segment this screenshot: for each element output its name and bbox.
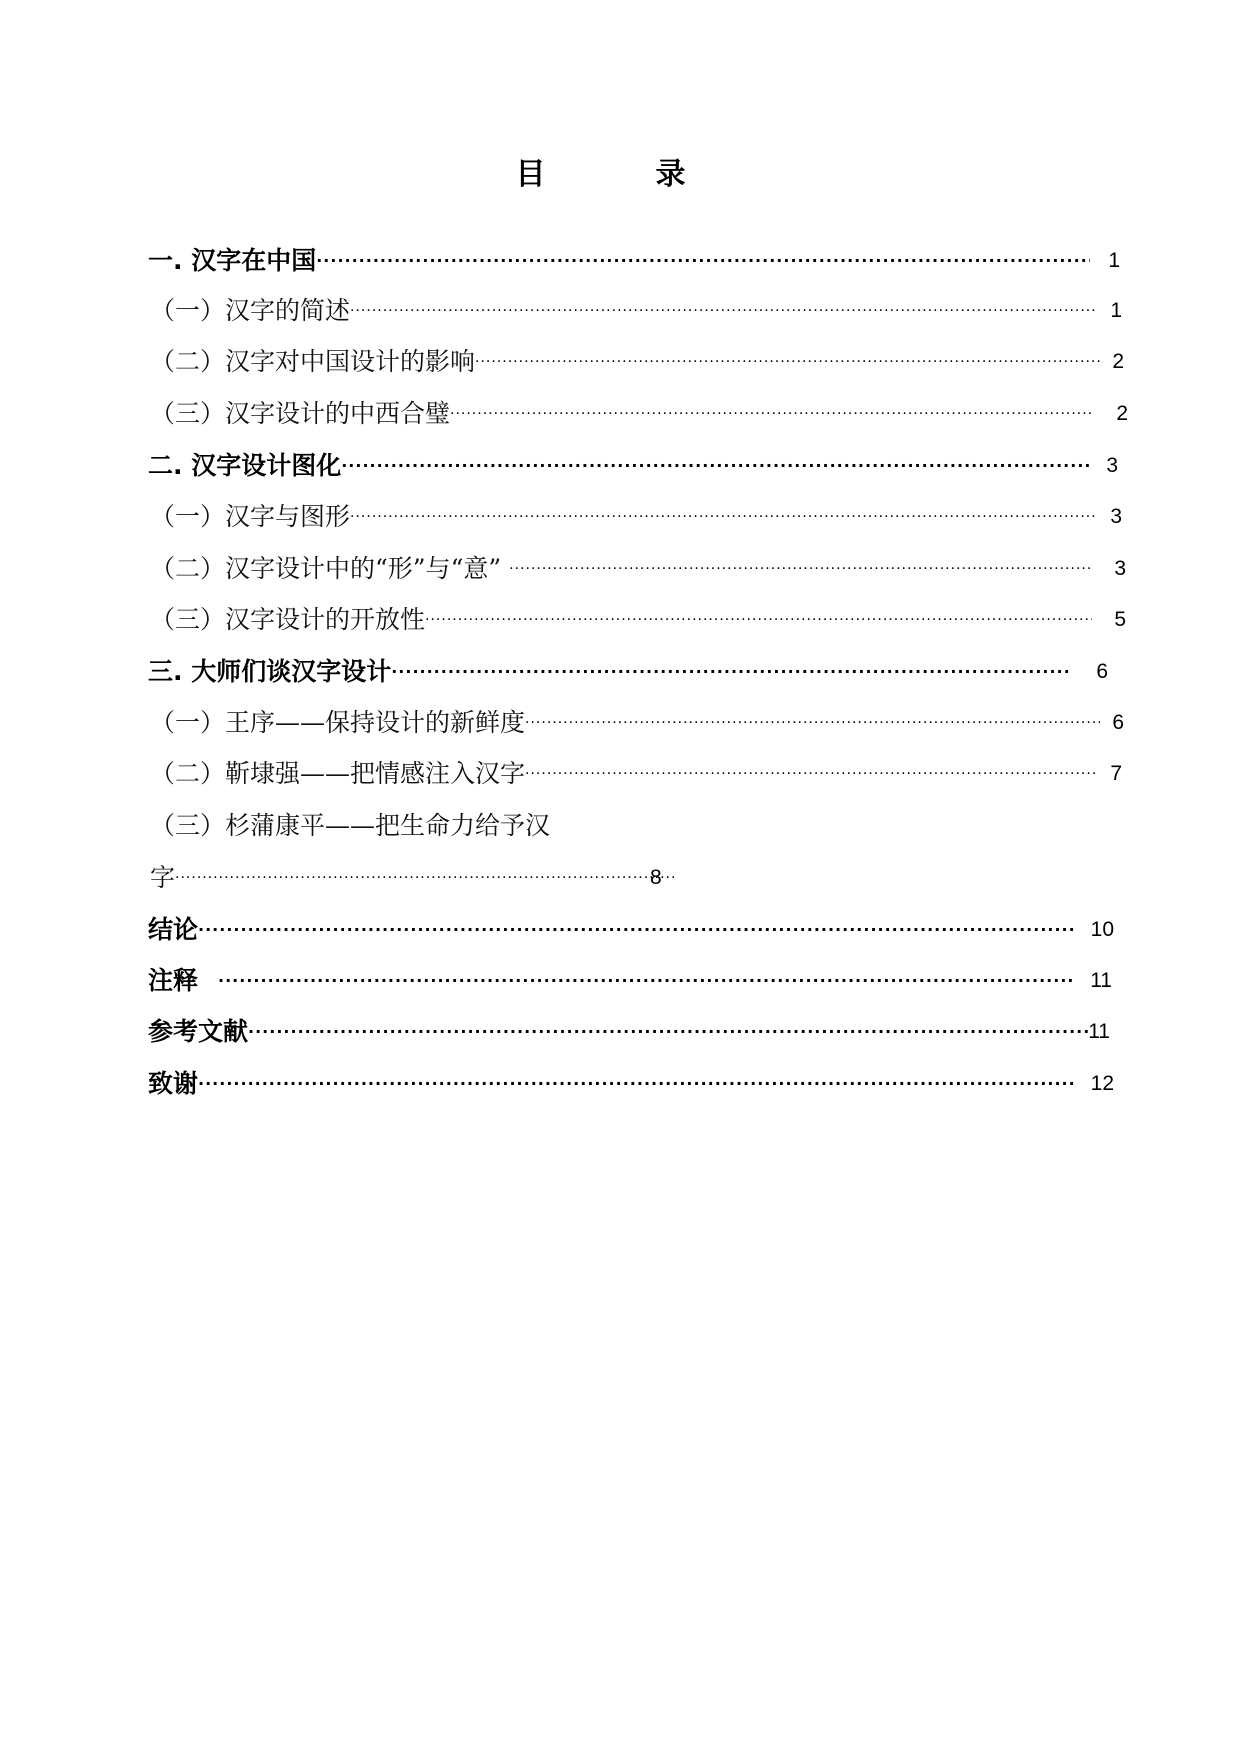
dot-leader [198,1064,1077,1104]
page-title: 目 录 [515,157,726,192]
toc-entry[interactable] [148,1064,1114,1104]
toc-entry-label-continued: 字 [150,863,176,892]
dot-leader [450,394,1094,434]
dot-leader [248,1012,1088,1052]
dot-leader [175,858,675,898]
dot-leader [316,241,1090,281]
toc-entry[interactable] [148,1012,1110,1052]
toc-entry[interactable] [148,652,1108,692]
toc-entry-page: 1 [1108,249,1120,272]
toc-entry-page: 6 [1112,711,1124,734]
toc-entry-page: 3 [1106,454,1118,477]
toc-entry[interactable] [150,497,1122,537]
toc-entry[interactable] [150,291,1122,331]
toc-entry-page: 12 [1090,1072,1114,1095]
dot-leader [218,961,1076,1001]
toc-entry-page: 2 [1116,402,1128,425]
toc-entry-label: 参考文献 [148,1017,249,1046]
toc-entry-label: 致谢 [148,1069,199,1098]
dot-leader [350,497,1098,537]
toc-entry-label: 结论 [148,915,199,944]
toc-entry[interactable] [150,806,850,846]
toc-entry-label: （二）靳埭强——把情感注入汉字 [150,759,526,788]
toc-entry[interactable] [150,394,1128,434]
dot-leader [509,549,1092,589]
toc-entry[interactable] [150,754,1122,794]
toc-entry-page: 3 [1110,505,1122,528]
dot-leader [198,910,1077,950]
dot-leader [341,446,1090,486]
toc-entry-page: 3 [1114,557,1126,580]
toc-entry-page: 11 [1088,1020,1110,1043]
toc-entry[interactable] [150,342,1124,382]
toc-entry-page: 5 [1114,608,1126,631]
toc-entry-page: 6 [1096,660,1108,683]
toc-entry[interactable] [150,549,1126,589]
toc-entry-label: （一）王序——保持设计的新鲜度 [150,708,526,737]
toc-entry-page: 1 [1110,299,1122,322]
toc-entry-label: 三. 大师们谈汉字设计 [148,657,392,686]
dot-leader [525,703,1100,743]
toc-entry-label: （二）汉字设计中的“形”与“意” [150,554,502,583]
toc-entry[interactable] [148,961,1112,1001]
toc-entry[interactable] [150,703,1124,743]
toc-entry-label: （一）汉字的简述 [150,296,351,325]
toc-entry[interactable] [148,910,1114,950]
toc-entry[interactable] [150,600,1126,640]
dot-leader [391,652,1072,692]
toc-entry-label: 二. 汉字设计图化 [148,451,342,480]
toc-entry-page: 8 [650,866,662,889]
toc-entry[interactable] [148,241,1120,281]
dot-leader [425,600,1092,640]
dot-leader [475,342,1102,382]
toc-entry-page: 7 [1110,762,1122,785]
toc-entry-page: 2 [1112,350,1124,373]
toc-entry-label: （三）汉字设计的开放性 [150,605,426,634]
dot-leader [525,754,1098,794]
toc-entry-label: （三）杉蒲康平——把生命力给予汉 [150,811,551,840]
dot-leader [350,291,1098,331]
toc-entry-label: （三）汉字设计的中西合璧 [150,399,451,428]
toc-entry-label: （二）汉字对中国设计的影响 [150,347,476,376]
toc-entry-label: 注释 [148,966,199,995]
toc-entry-page: 11 [1090,969,1112,992]
toc-entry-label: 一. 汉字在中国 [148,246,317,275]
toc-entry[interactable] [148,446,1118,486]
toc-entry-page: 10 [1090,918,1114,941]
toc-entry-continuation[interactable] [150,858,662,898]
toc-entry-label: （一）汉字与图形 [150,502,351,531]
